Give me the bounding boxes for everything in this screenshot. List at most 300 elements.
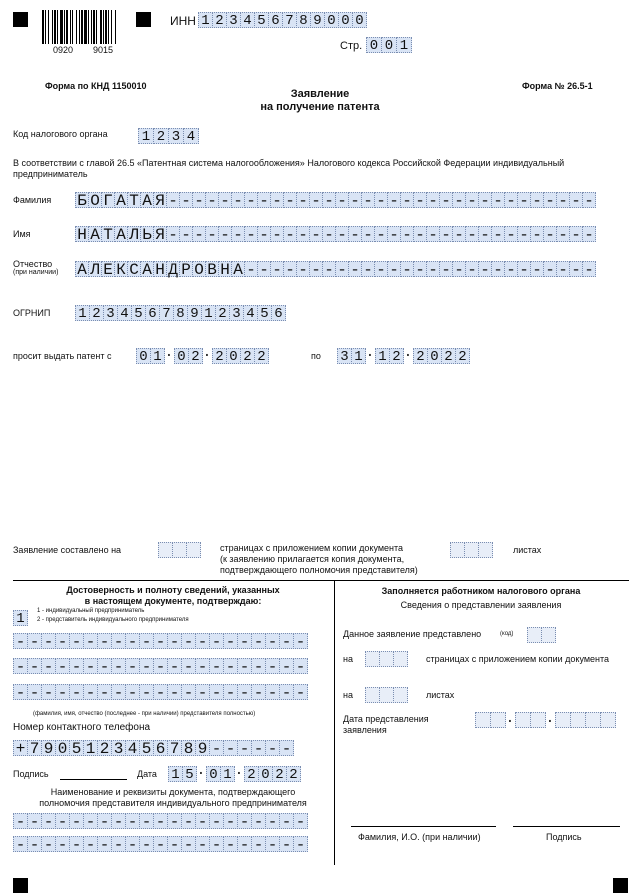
char-cell[interactable]: 0 [338, 12, 353, 28]
char-cell[interactable]: - [55, 836, 70, 852]
char-cell[interactable]: - [279, 684, 294, 700]
char-cell[interactable]: 5 [69, 740, 84, 756]
char-cell[interactable]: 1 [220, 766, 235, 782]
phone-field[interactable] [13, 740, 293, 756]
char-cell[interactable]: - [478, 226, 492, 242]
char-cell[interactable]: - [478, 192, 492, 208]
char-cell[interactable]: - [69, 658, 84, 674]
char-cell[interactable] [379, 651, 394, 667]
char-cell[interactable]: 5 [139, 740, 154, 756]
char-cell[interactable]: - [237, 684, 252, 700]
char-cell[interactable]: - [195, 813, 210, 829]
char-cell[interactable]: - [387, 226, 401, 242]
char-cell[interactable]: - [265, 740, 280, 756]
char-cell[interactable]: - [517, 261, 531, 277]
tax-authority-field[interactable] [138, 128, 198, 144]
char-cell[interactable]: - [413, 192, 427, 208]
inn-field[interactable] [198, 12, 366, 28]
char-cell[interactable]: 2 [286, 766, 301, 782]
char-cell[interactable]: Н [218, 261, 232, 277]
char-cell[interactable]: 9 [187, 305, 202, 321]
char-cell[interactable]: - [83, 836, 98, 852]
char-cell[interactable] [365, 651, 380, 667]
char-cell[interactable]: - [257, 192, 271, 208]
char-cell[interactable]: Р [179, 261, 193, 277]
char-cell[interactable]: 8 [173, 305, 188, 321]
representative-name-line3[interactable] [13, 684, 307, 700]
char-cell[interactable]: - [387, 192, 401, 208]
char-cell[interactable]: 0 [352, 12, 367, 28]
char-cell[interactable]: - [179, 226, 193, 242]
char-cell[interactable]: - [111, 813, 126, 829]
char-cell[interactable] [393, 651, 408, 667]
char-cell[interactable]: - [279, 836, 294, 852]
char-cell[interactable]: 4 [125, 740, 140, 756]
char-cell[interactable]: - [153, 684, 168, 700]
char-cell[interactable]: - [167, 658, 182, 674]
char-cell[interactable]: - [27, 658, 42, 674]
char-cell[interactable]: - [244, 261, 258, 277]
char-cell[interactable]: - [465, 192, 479, 208]
char-cell[interactable]: 6 [153, 740, 168, 756]
char-cell[interactable] [585, 712, 601, 728]
officer-pages-field[interactable] [365, 651, 407, 667]
char-cell[interactable]: - [237, 658, 252, 674]
char-cell[interactable]: Л [88, 261, 102, 277]
char-cell[interactable]: - [69, 684, 84, 700]
char-cell[interactable]: 0 [226, 348, 241, 364]
char-cell[interactable]: - [41, 633, 56, 649]
char-cell[interactable]: В [205, 261, 219, 277]
char-cell[interactable]: - [270, 192, 284, 208]
char-cell[interactable]: - [569, 261, 583, 277]
char-cell[interactable]: - [361, 226, 375, 242]
document-details-line1[interactable] [13, 813, 307, 829]
char-cell[interactable]: - [139, 836, 154, 852]
char-cell[interactable]: - [139, 633, 154, 649]
char-cell[interactable]: - [181, 633, 196, 649]
char-cell[interactable] [365, 687, 380, 703]
char-cell[interactable]: - [27, 633, 42, 649]
char-cell[interactable]: 9 [41, 740, 56, 756]
char-cell[interactable]: - [504, 226, 518, 242]
char-cell[interactable]: - [309, 226, 323, 242]
char-cell[interactable]: - [209, 836, 224, 852]
char-cell[interactable]: - [348, 226, 362, 242]
char-cell[interactable]: 3 [168, 128, 184, 144]
surname-field[interactable] [75, 192, 595, 208]
char-cell[interactable]: - [209, 813, 224, 829]
char-cell[interactable]: 1 [75, 305, 90, 321]
char-cell[interactable]: 3 [111, 740, 126, 756]
char-cell[interactable]: 2 [89, 305, 104, 321]
char-cell[interactable]: 2 [413, 348, 428, 364]
char-cell[interactable]: С [127, 261, 141, 277]
char-cell[interactable]: - [251, 633, 266, 649]
char-cell[interactable]: - [361, 261, 375, 277]
char-cell[interactable]: - [209, 658, 224, 674]
char-cell[interactable]: 2 [240, 348, 255, 364]
char-cell[interactable]: - [293, 813, 308, 829]
char-cell[interactable]: Т [101, 226, 115, 242]
char-cell[interactable]: - [257, 226, 271, 242]
char-cell[interactable]: - [167, 684, 182, 700]
char-cell[interactable]: - [41, 836, 56, 852]
char-cell[interactable]: - [13, 658, 28, 674]
char-cell[interactable]: 7 [27, 740, 42, 756]
char-cell[interactable]: - [41, 658, 56, 674]
char-cell[interactable]: 4 [240, 12, 255, 28]
char-cell[interactable]: 0 [381, 37, 397, 53]
char-cell[interactable]: - [209, 633, 224, 649]
char-cell[interactable]: - [181, 658, 196, 674]
signer-type-field[interactable] [13, 609, 27, 627]
char-cell[interactable] [158, 542, 173, 558]
char-cell[interactable]: - [279, 658, 294, 674]
char-cell[interactable]: - [309, 261, 323, 277]
char-cell[interactable]: - [296, 192, 310, 208]
char-cell[interactable]: - [439, 261, 453, 277]
char-cell[interactable]: 0 [136, 348, 151, 364]
period-to-date[interactable] [337, 348, 469, 364]
char-cell[interactable]: 2 [212, 348, 227, 364]
char-cell[interactable]: - [582, 261, 596, 277]
char-cell[interactable]: - [195, 684, 210, 700]
char-cell[interactable]: - [322, 261, 336, 277]
char-cell[interactable]: 5 [131, 305, 146, 321]
char-cell[interactable]: - [111, 633, 126, 649]
char-cell[interactable]: - [167, 836, 182, 852]
char-cell[interactable]: - [322, 192, 336, 208]
char-cell[interactable]: - [125, 633, 140, 649]
char-cell[interactable]: - [335, 192, 349, 208]
char-cell[interactable]: - [452, 192, 466, 208]
char-cell[interactable]: 5 [182, 766, 197, 782]
char-cell[interactable]: - [556, 226, 570, 242]
char-cell[interactable]: - [83, 633, 98, 649]
char-cell[interactable]: 6 [268, 12, 283, 28]
char-cell[interactable]: - [293, 684, 308, 700]
char-cell[interactable]: - [251, 658, 266, 674]
char-cell[interactable]: - [13, 836, 28, 852]
char-cell[interactable]: - [296, 226, 310, 242]
char-cell[interactable]: 9 [310, 12, 325, 28]
char-cell[interactable]: - [195, 658, 210, 674]
char-cell[interactable]: 2 [441, 348, 456, 364]
char-cell[interactable] [172, 542, 187, 558]
char-cell[interactable]: - [192, 192, 206, 208]
char-cell[interactable]: - [41, 813, 56, 829]
char-cell[interactable]: - [478, 261, 492, 277]
char-cell[interactable]: О [192, 261, 206, 277]
char-cell[interactable]: 0 [174, 348, 189, 364]
char-cell[interactable]: - [97, 633, 112, 649]
char-cell[interactable] [379, 687, 394, 703]
page-field[interactable] [366, 37, 411, 53]
char-cell[interactable]: - [223, 740, 238, 756]
char-cell[interactable]: - [244, 226, 258, 242]
name-field[interactable] [75, 226, 595, 242]
char-cell[interactable] [475, 712, 491, 728]
char-cell[interactable] [600, 712, 616, 728]
char-cell[interactable]: А [114, 192, 128, 208]
char-cell[interactable] [186, 542, 201, 558]
char-cell[interactable]: 4 [243, 305, 258, 321]
char-cell[interactable]: - [439, 192, 453, 208]
char-cell[interactable]: - [582, 192, 596, 208]
char-cell[interactable]: 3 [337, 348, 352, 364]
char-cell[interactable]: - [335, 261, 349, 277]
char-cell[interactable]: - [543, 261, 557, 277]
char-cell[interactable]: 0 [206, 766, 221, 782]
char-cell[interactable]: - [251, 684, 266, 700]
char-cell[interactable]: 1 [375, 348, 390, 364]
char-cell[interactable]: 7 [167, 740, 182, 756]
char-cell[interactable]: Т [127, 192, 141, 208]
char-cell[interactable]: - [251, 740, 266, 756]
char-cell[interactable]: - [55, 658, 70, 674]
char-cell[interactable]: - [439, 226, 453, 242]
char-cell[interactable] [464, 542, 479, 558]
char-cell[interactable]: - [322, 226, 336, 242]
char-cell[interactable]: - [400, 261, 414, 277]
char-cell[interactable]: 7 [282, 12, 297, 28]
char-cell[interactable]: 2 [97, 740, 112, 756]
char-cell[interactable]: - [83, 658, 98, 674]
char-cell[interactable]: - [413, 261, 427, 277]
char-cell[interactable] [515, 712, 531, 728]
char-cell[interactable]: - [400, 226, 414, 242]
char-cell[interactable]: - [195, 836, 210, 852]
char-cell[interactable]: - [530, 226, 544, 242]
char-cell[interactable]: - [283, 226, 297, 242]
sign-date-field[interactable] [168, 766, 300, 782]
submitted-code-field[interactable] [527, 627, 555, 643]
document-details-line2[interactable] [13, 836, 307, 852]
char-cell[interactable]: - [139, 684, 154, 700]
char-cell[interactable]: - [452, 261, 466, 277]
char-cell[interactable]: - [283, 261, 297, 277]
char-cell[interactable]: - [569, 226, 583, 242]
char-cell[interactable]: - [265, 813, 280, 829]
char-cell[interactable]: - [223, 658, 238, 674]
char-cell[interactable]: 4 [183, 128, 199, 144]
char-cell[interactable]: - [426, 261, 440, 277]
char-cell[interactable]: - [111, 836, 126, 852]
char-cell[interactable]: Д [166, 261, 180, 277]
char-cell[interactable]: - [167, 813, 182, 829]
char-cell[interactable]: - [55, 633, 70, 649]
char-cell[interactable]: 1 [201, 305, 216, 321]
char-cell[interactable]: 0 [366, 37, 382, 53]
representative-name-line1[interactable] [13, 633, 307, 649]
char-cell[interactable]: - [218, 226, 232, 242]
char-cell[interactable]: - [309, 192, 323, 208]
char-cell[interactable]: - [569, 192, 583, 208]
char-cell[interactable]: 1 [150, 348, 165, 364]
char-cell[interactable]: 9 [195, 740, 210, 756]
char-cell[interactable]: Я [153, 226, 167, 242]
char-cell[interactable]: - [265, 684, 280, 700]
char-cell[interactable]: + [13, 740, 28, 756]
char-cell[interactable]: 6 [271, 305, 286, 321]
char-cell[interactable]: - [69, 813, 84, 829]
char-cell[interactable]: А [114, 226, 128, 242]
char-cell[interactable] [450, 542, 465, 558]
char-cell[interactable]: 7 [159, 305, 174, 321]
char-cell[interactable]: Я [153, 192, 167, 208]
char-cell[interactable]: - [205, 226, 219, 242]
char-cell[interactable]: - [517, 192, 531, 208]
char-cell[interactable]: Л [127, 226, 141, 242]
char-cell[interactable]: - [179, 192, 193, 208]
char-cell[interactable]: - [465, 261, 479, 277]
char-cell[interactable]: - [166, 226, 180, 242]
char-cell[interactable]: - [237, 633, 252, 649]
char-cell[interactable] [570, 712, 586, 728]
char-cell[interactable]: - [237, 740, 252, 756]
char-cell[interactable]: К [114, 261, 128, 277]
char-cell[interactable]: - [279, 740, 294, 756]
char-cell[interactable]: - [111, 684, 126, 700]
char-cell[interactable]: - [279, 813, 294, 829]
char-cell[interactable]: 2 [455, 348, 470, 364]
char-cell[interactable]: - [125, 684, 140, 700]
char-cell[interactable]: - [97, 813, 112, 829]
char-cell[interactable]: - [223, 684, 238, 700]
char-cell[interactable]: 8 [296, 12, 311, 28]
char-cell[interactable]: - [209, 684, 224, 700]
char-cell[interactable]: - [426, 192, 440, 208]
char-cell[interactable]: 2 [188, 348, 203, 364]
char-cell[interactable]: - [205, 192, 219, 208]
char-cell[interactable]: - [125, 836, 140, 852]
char-cell[interactable]: 3 [103, 305, 118, 321]
char-cell[interactable]: - [153, 633, 168, 649]
char-cell[interactable]: - [153, 836, 168, 852]
char-cell[interactable]: - [265, 836, 280, 852]
char-cell[interactable]: - [231, 192, 245, 208]
char-cell[interactable]: - [69, 836, 84, 852]
char-cell[interactable]: 1 [198, 12, 213, 28]
char-cell[interactable]: - [426, 226, 440, 242]
char-cell[interactable]: - [27, 684, 42, 700]
char-cell[interactable]: - [223, 813, 238, 829]
char-cell[interactable]: - [153, 658, 168, 674]
char-cell[interactable]: 8 [181, 740, 196, 756]
char-cell[interactable]: - [270, 261, 284, 277]
char-cell[interactable]: - [387, 261, 401, 277]
char-cell[interactable]: - [491, 226, 505, 242]
char-cell[interactable]: - [265, 658, 280, 674]
submission-date-field[interactable] [475, 714, 615, 730]
char-cell[interactable]: - [374, 192, 388, 208]
char-cell[interactable] [530, 712, 546, 728]
char-cell[interactable]: 1 [396, 37, 412, 53]
patronymic-field[interactable] [75, 261, 595, 277]
char-cell[interactable]: - [452, 226, 466, 242]
char-cell[interactable]: - [153, 813, 168, 829]
char-cell[interactable]: Б [75, 192, 89, 208]
char-cell[interactable]: - [97, 684, 112, 700]
char-cell[interactable]: - [27, 813, 42, 829]
char-cell[interactable]: - [556, 261, 570, 277]
char-cell[interactable]: - [237, 836, 252, 852]
char-cell[interactable]: - [223, 633, 238, 649]
char-cell[interactable]: 5 [257, 305, 272, 321]
char-cell[interactable]: - [517, 226, 531, 242]
char-cell[interactable]: 2 [215, 305, 230, 321]
char-cell[interactable] [478, 542, 493, 558]
char-cell[interactable]: - [530, 192, 544, 208]
sheets-count-field[interactable] [450, 542, 492, 558]
char-cell[interactable]: - [223, 836, 238, 852]
char-cell[interactable]: - [504, 192, 518, 208]
char-cell[interactable]: - [13, 813, 28, 829]
char-cell[interactable]: - [55, 813, 70, 829]
char-cell[interactable]: А [140, 261, 154, 277]
char-cell[interactable]: - [413, 226, 427, 242]
char-cell[interactable]: - [55, 684, 70, 700]
char-cell[interactable]: Е [101, 261, 115, 277]
char-cell[interactable]: 2 [244, 766, 259, 782]
char-cell[interactable]: 2 [272, 766, 287, 782]
char-cell[interactable]: А [88, 226, 102, 242]
char-cell[interactable]: 2 [153, 128, 169, 144]
char-cell[interactable]: 0 [258, 766, 273, 782]
char-cell[interactable]: - [400, 192, 414, 208]
char-cell[interactable]: - [348, 261, 362, 277]
char-cell[interactable]: - [335, 226, 349, 242]
char-cell[interactable]: - [279, 633, 294, 649]
char-cell[interactable]: - [374, 226, 388, 242]
char-cell[interactable]: - [237, 813, 252, 829]
char-cell[interactable]: - [504, 261, 518, 277]
char-cell[interactable]: - [27, 836, 42, 852]
char-cell[interactable]: 1 [168, 766, 183, 782]
char-cell[interactable]: Н [75, 226, 89, 242]
char-cell[interactable]: А [140, 192, 154, 208]
char-cell[interactable]: - [192, 226, 206, 242]
char-cell[interactable]: 3 [229, 305, 244, 321]
char-cell[interactable]: 6 [145, 305, 160, 321]
char-cell[interactable]: - [181, 836, 196, 852]
char-cell[interactable]: - [97, 836, 112, 852]
char-cell[interactable]: 0 [55, 740, 70, 756]
representative-name-line2[interactable] [13, 658, 307, 674]
char-cell[interactable]: Ь [140, 226, 154, 242]
pages-count-field[interactable] [158, 542, 200, 558]
char-cell[interactable]: - [543, 192, 557, 208]
char-cell[interactable]: О [88, 192, 102, 208]
char-cell[interactable]: 1 [13, 610, 28, 626]
char-cell[interactable]: - [283, 192, 297, 208]
char-cell[interactable]: - [556, 192, 570, 208]
char-cell[interactable]: - [348, 192, 362, 208]
char-cell[interactable]: - [111, 658, 126, 674]
char-cell[interactable]: 0 [427, 348, 442, 364]
char-cell[interactable] [393, 687, 408, 703]
char-cell[interactable]: - [270, 226, 284, 242]
char-cell[interactable]: Н [153, 261, 167, 277]
char-cell[interactable]: - [244, 192, 258, 208]
char-cell[interactable]: - [231, 226, 245, 242]
char-cell[interactable]: - [465, 226, 479, 242]
char-cell[interactable]: 3 [226, 12, 241, 28]
char-cell[interactable]: - [293, 633, 308, 649]
char-cell[interactable]: - [41, 684, 56, 700]
char-cell[interactable]: - [13, 684, 28, 700]
